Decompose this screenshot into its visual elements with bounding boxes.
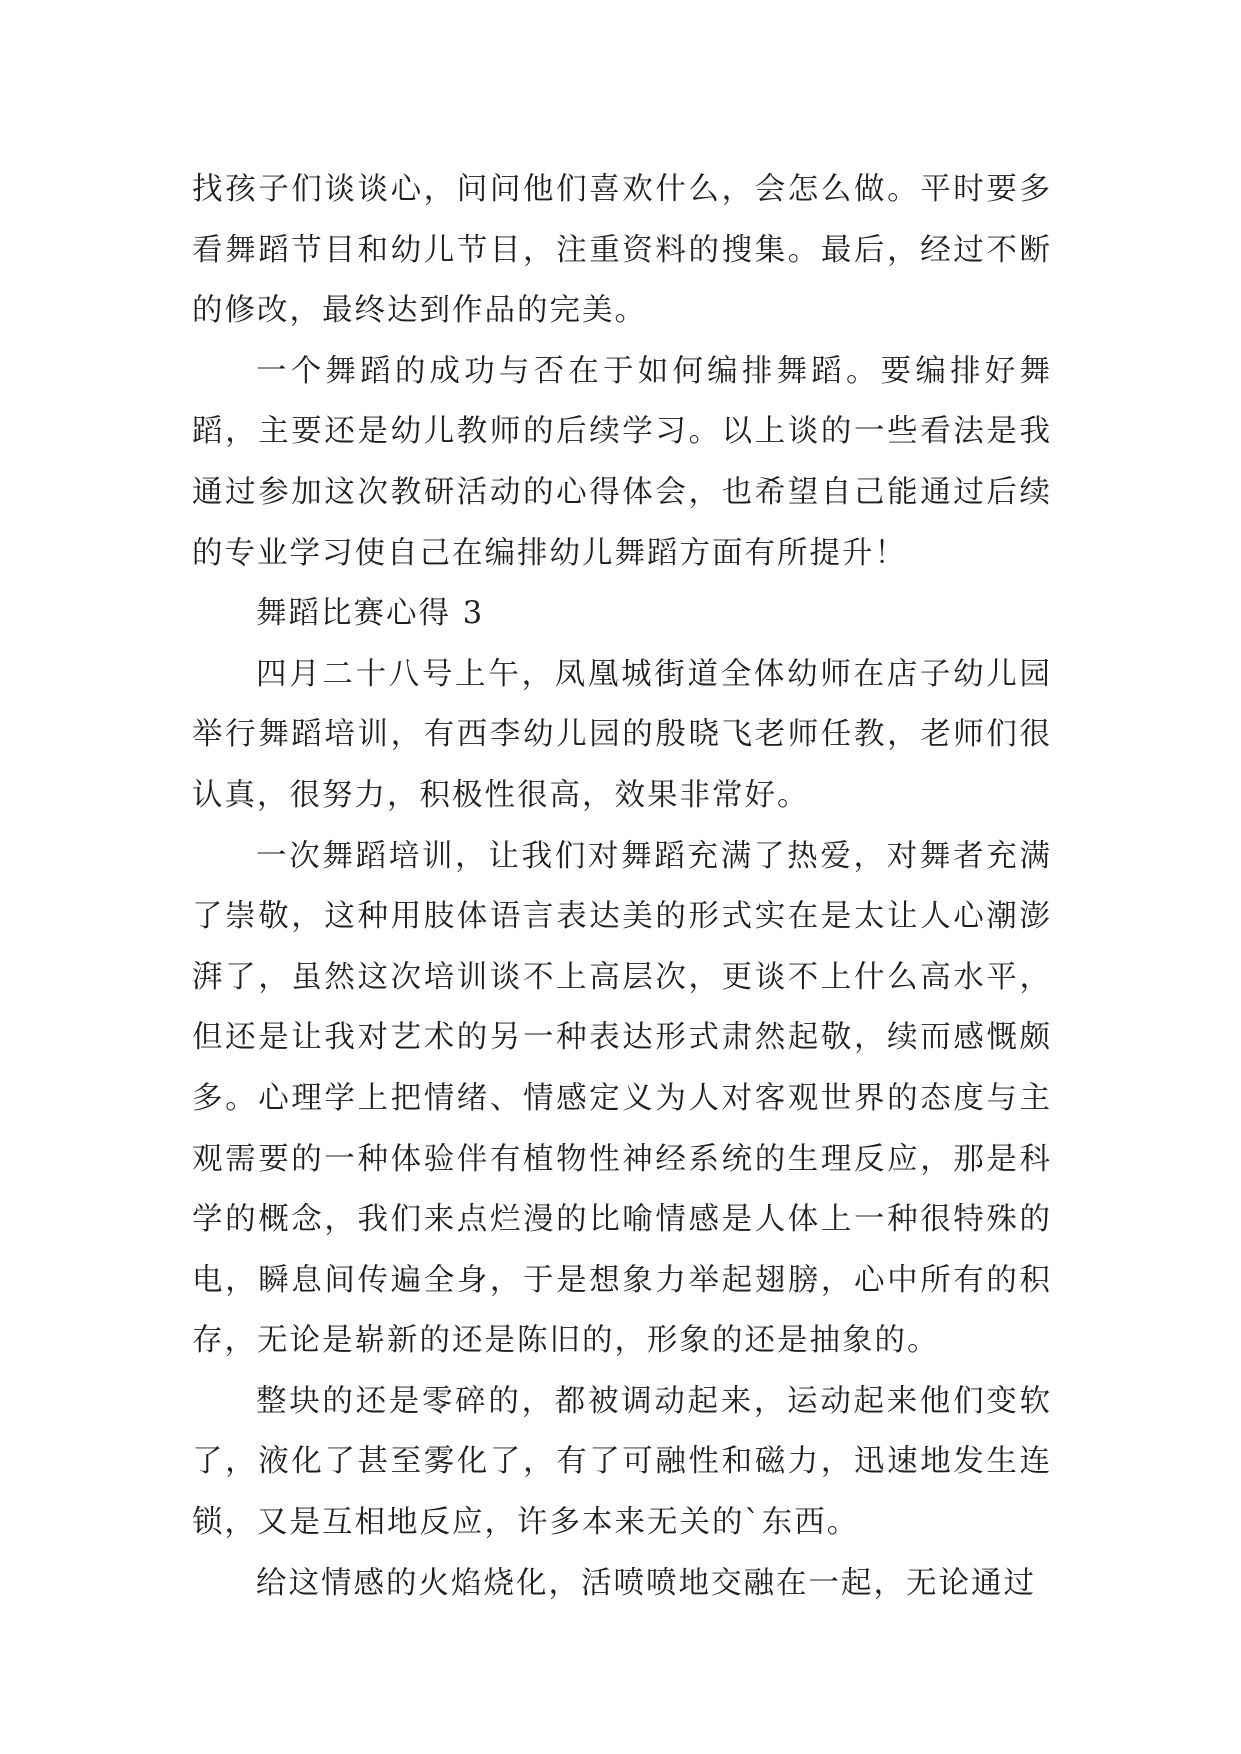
paragraph-continuation: 找孩子们谈谈心，问问他们喜欢什么，会怎么做。平时要多看舞蹈节目和幼儿节目，注重资料的搜集。最后，经过不断的修改，最终达到作品的完美。 bbox=[192, 172, 1052, 329]
paragraph: 一个舞蹈的成功与否在于如何编排舞蹈。要编排好舞蹈，主要还是幼儿教师的后续学习。以上谈的一些看法是我通过参加这次教研活动的心得体会，也希望自己能通过后续的专业学习使自己在编排幼儿舞蹈方面有所提升！ bbox=[192, 353, 1052, 571]
document-body bbox=[192, 160, 1052, 1614]
paragraph: 整块的还是零碎的，都被调动起来，运动起来他们变软了，液化了甚至雾化了，有了可融性和磁力，迅速地发生连锁，又是互相地反应，许多本来无关的`东西。 bbox=[192, 1383, 1052, 1541]
section-heading: 舞蹈比赛心得 3 bbox=[256, 596, 485, 632]
paragraph: 一次舞蹈培训，让我们对舞蹈充满了热爱，对舞者充满了崇敬，这种用肢体语言表达美的形式实在是太让人心潮澎湃了，虽然这次培训谈不上高层次，更谈不上什么高水平，但还是让我对艺术的另一种表达形式肃然起敬，续而感慨颇多。心理学上把情绪、情感定义为人对客观世界的态度与主观需要的一种体验伴有植物性神经系统的生理反应，那是科学的概念，我们来点烂漫的比喻情感是人体上一种很特殊的电，瞬息间传遍全身，于是想象力举起翅膀，心中所有的积存，无论是崭新的还是陈旧的，形象的还是抽象的。 bbox=[192, 838, 1052, 1359]
paragraph: 给这情感的火焰烧化，活喷喷地交融在一起，无论通过 bbox=[256, 1565, 1036, 1601]
paragraph: 四月二十八号上午，凤凰城街道全体幼师在店子幼儿园举行舞蹈培训，有西李幼儿园的殷晓飞老师任教，老师们很认真，很努力，积极性很高，效果非常好。 bbox=[192, 656, 1052, 813]
